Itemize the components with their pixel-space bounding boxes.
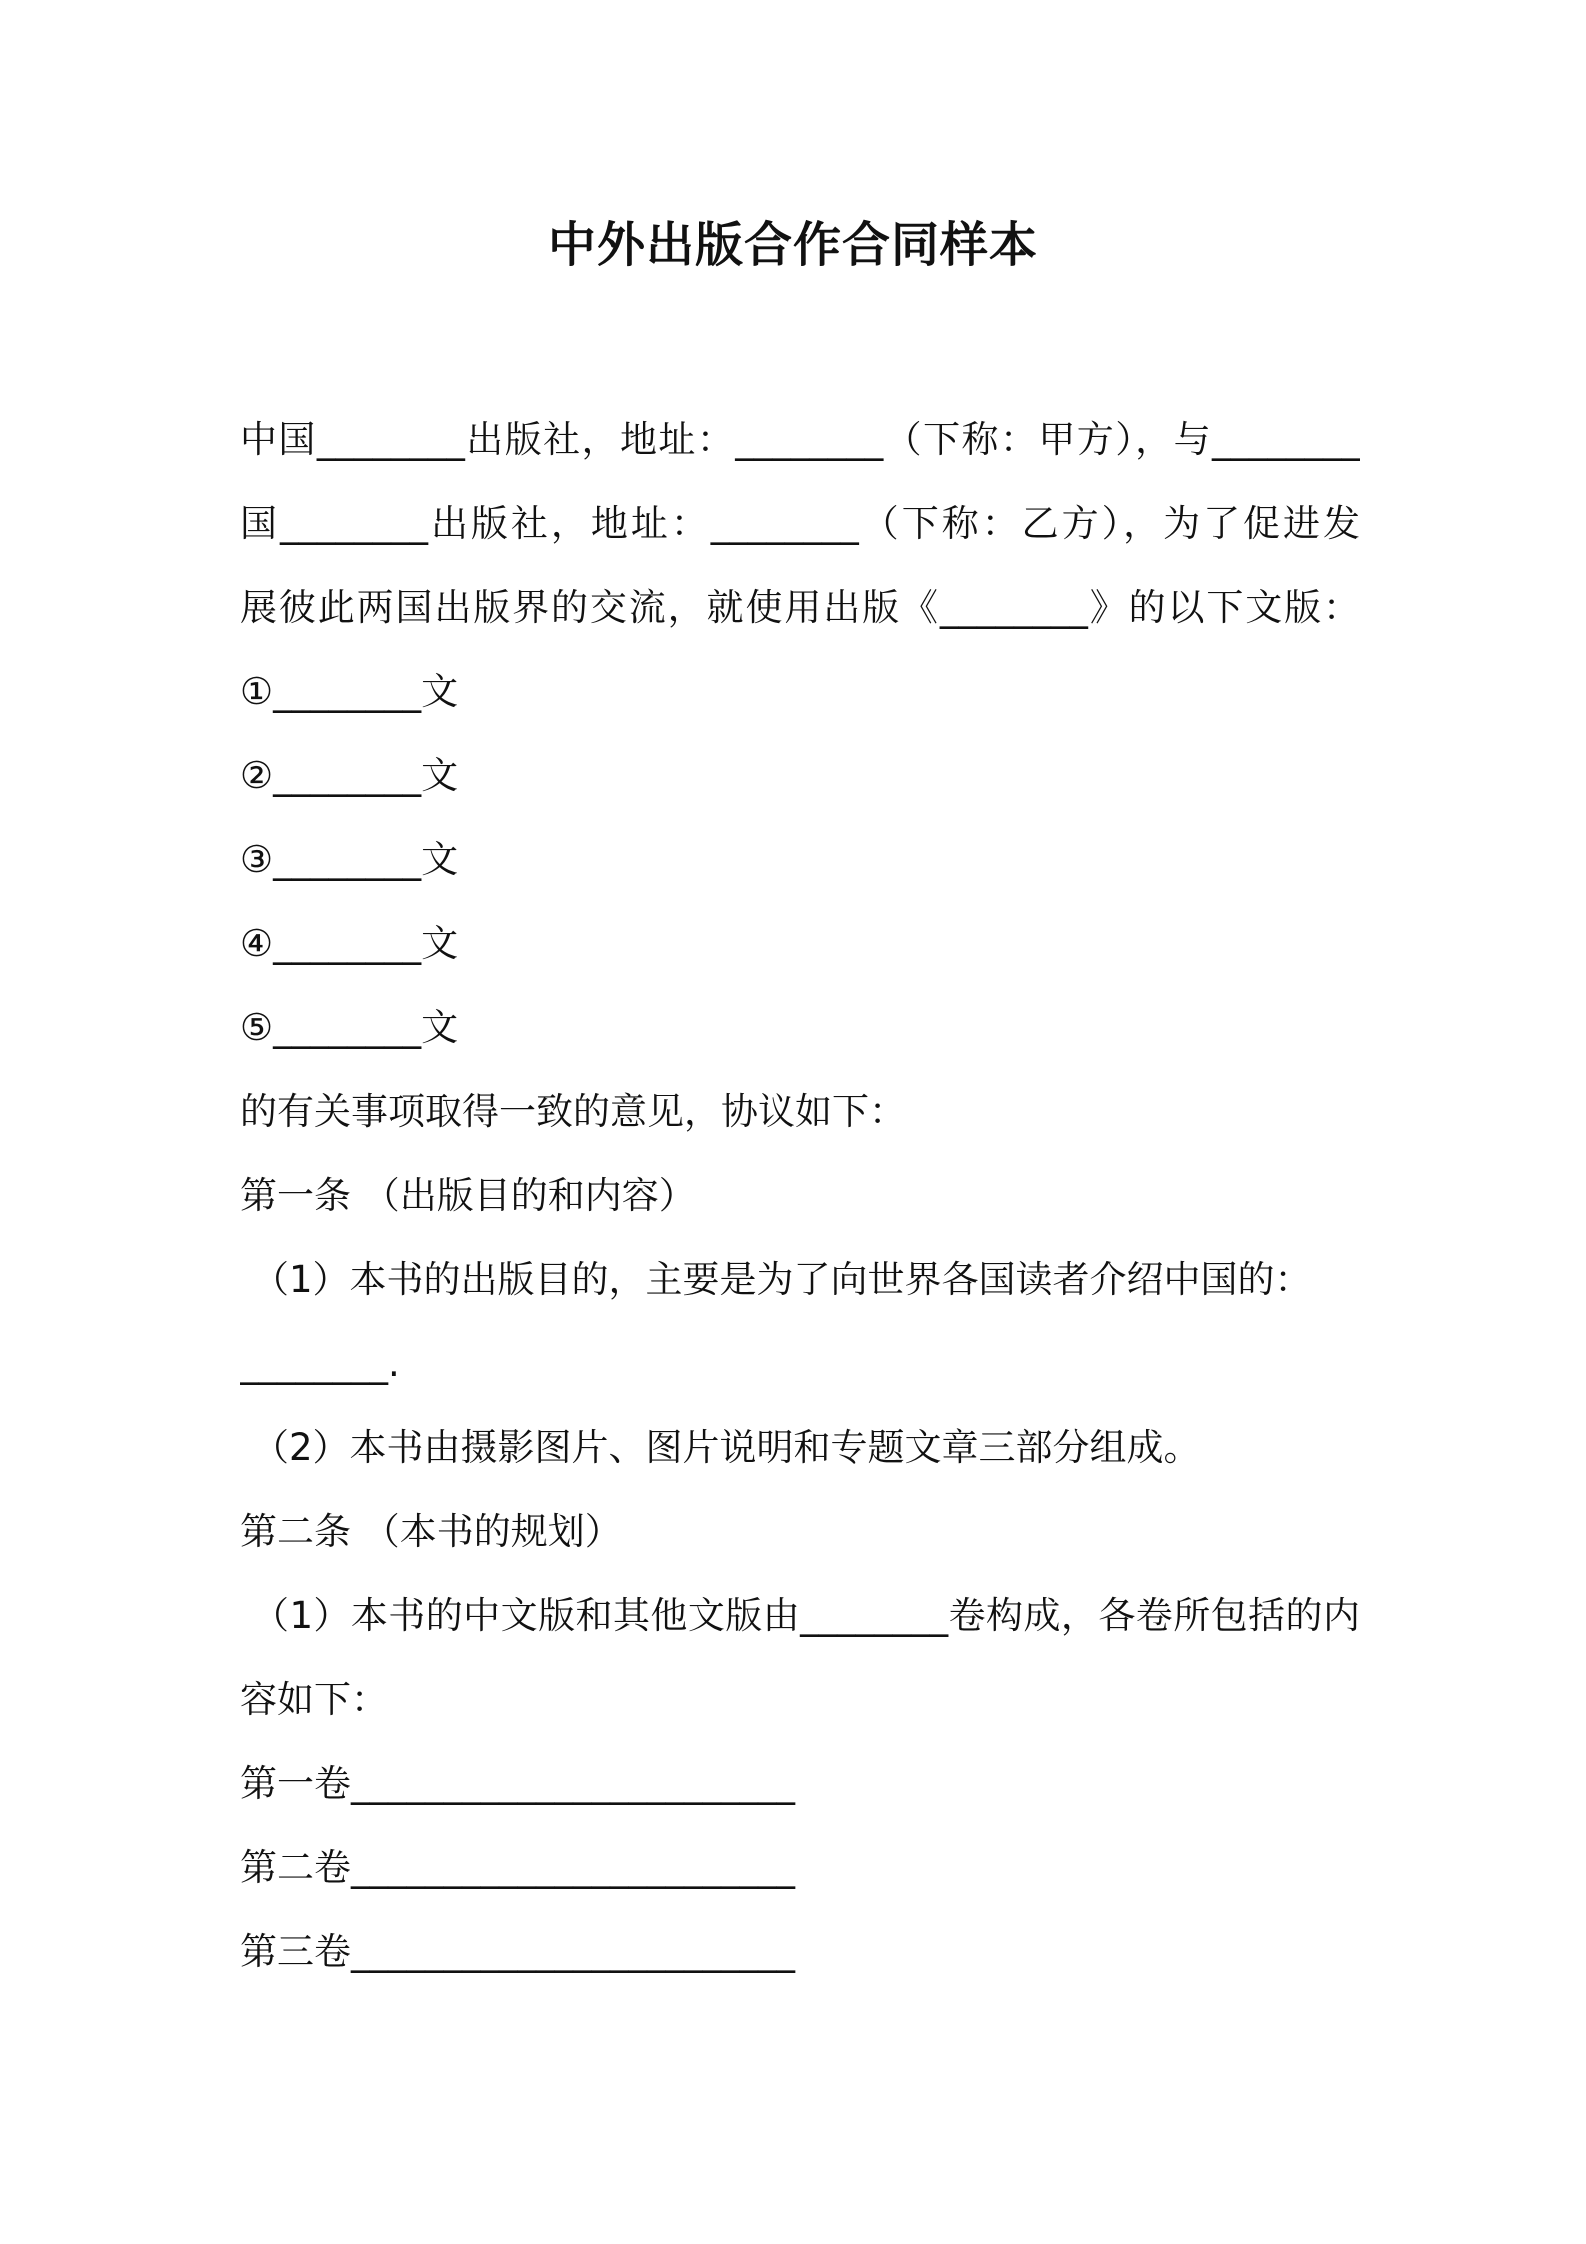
document-title: 中外出版合作合同样本 xyxy=(547,217,1038,273)
edition-item-2: ②________文 xyxy=(240,754,459,797)
article-2-clause-1: （1）本书的中文版和其他文版由________卷构成，各卷所包括的内 xyxy=(252,1594,1360,1637)
article-2-heading: 第二条 （本书的规划） xyxy=(240,1510,622,1553)
article-2-clause-1-cont: 容如下： xyxy=(240,1678,388,1721)
volume-2-line: 第二卷________________________ xyxy=(240,1846,795,1889)
edition-intro-line: 展彼此两国出版界的交流，就使用出版《________》的以下文版： xyxy=(240,586,1360,629)
edition-item-3: ③________文 xyxy=(240,838,459,881)
edition-item-4: ④________文 xyxy=(240,922,459,965)
volume-3-line: 第三卷________________________ xyxy=(240,1930,795,1973)
party-a-line: 中国________出版社，地址：________（下称：甲方），与________ xyxy=(240,418,1360,461)
article-1-clause-1-blank: ________. xyxy=(240,1342,400,1385)
article-1-clause-2: （2）本书由摄影图片、图片说明和专题文章三部分组成。 xyxy=(252,1426,1201,1469)
edition-item-5: ⑤________文 xyxy=(240,1006,459,1049)
article-1-heading: 第一条 （出版目的和内容） xyxy=(240,1174,696,1217)
agreement-line: 的有关事项取得一致的意见，协议如下： xyxy=(240,1090,906,1133)
article-1-clause-1: （1）本书的出版目的，主要是为了向世界各国读者介绍中国的： xyxy=(252,1258,1312,1301)
edition-item-1: ①________文 xyxy=(240,670,459,713)
party-b-line: 国________出版社，地址：________（下称：乙方），为了促进发 xyxy=(240,502,1360,545)
volume-1-line: 第一卷________________________ xyxy=(240,1762,795,1805)
